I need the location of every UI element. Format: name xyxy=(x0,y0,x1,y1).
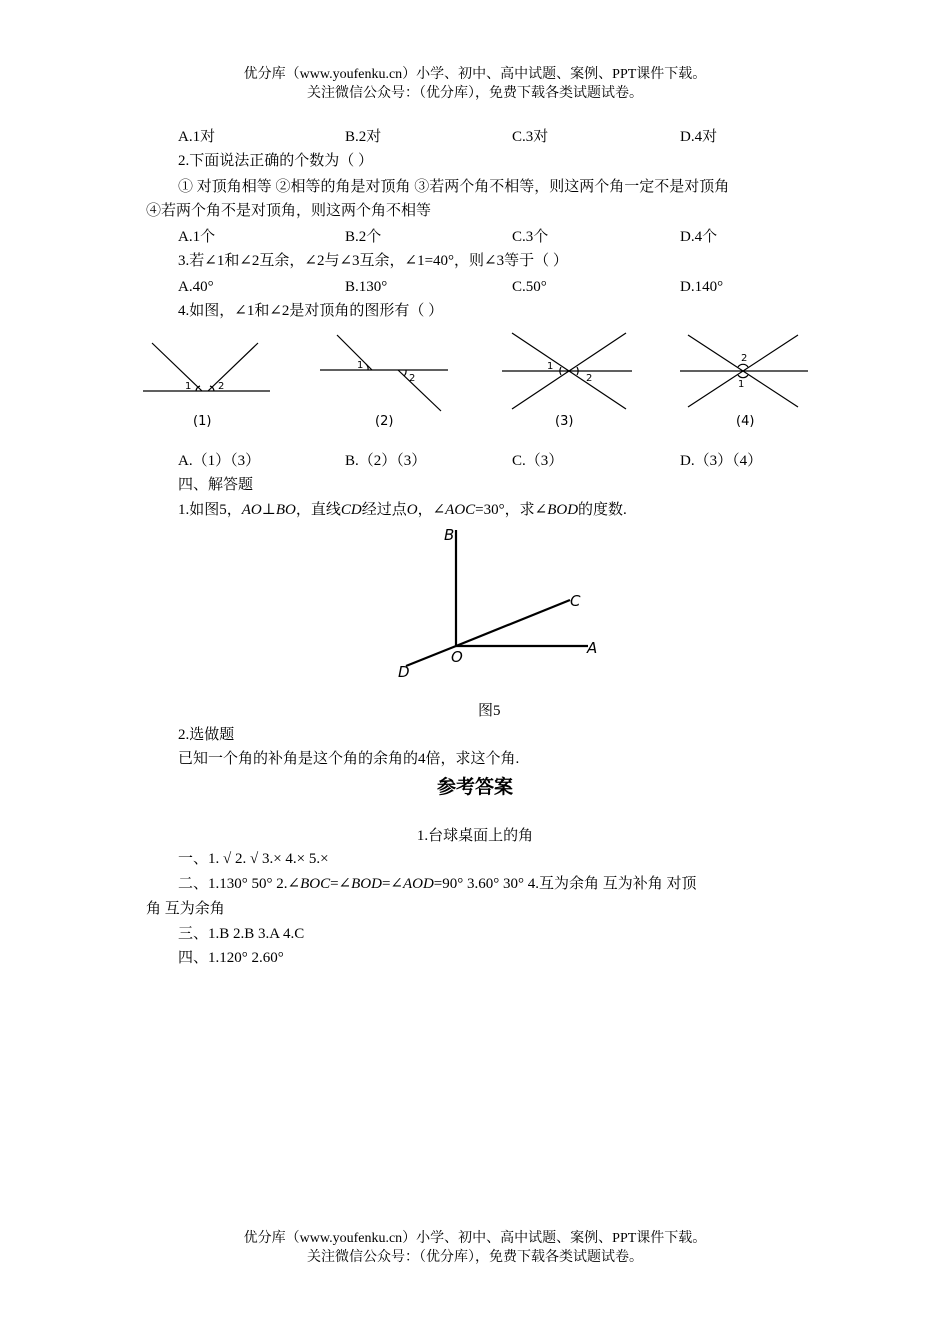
fig4-label-2: 2 xyxy=(741,353,748,364)
p1-o: O xyxy=(406,502,418,518)
q3-option-b: B.130° xyxy=(345,279,388,295)
p1-perp: ⊥ xyxy=(261,502,276,518)
q2-option-b: B.2个 xyxy=(345,229,382,245)
header-line-2: 关注微信公众号：（优分库），免费下载各类试题试卷。 xyxy=(307,86,643,101)
q1-option-a: A.1对 xyxy=(178,129,216,145)
q1-option-b: B.2对 xyxy=(345,129,382,145)
answers-line-3: 角 互为余角 xyxy=(146,901,225,917)
fig5-label-c: C xyxy=(570,592,581,610)
answers-eq2: =∠ xyxy=(381,876,403,892)
fig4-label-1: 1 xyxy=(738,379,745,390)
q2-option-c: C.3个 xyxy=(512,229,549,245)
answers-line-2 xyxy=(178,873,697,895)
fig5-ray-oc xyxy=(456,600,570,646)
problem-2-title: 2.选做题 xyxy=(178,727,235,743)
fig3-label-1: 1 xyxy=(547,361,554,372)
p1-ao: AO xyxy=(241,502,262,518)
fig4-arc-1 xyxy=(738,375,748,378)
fig5-ray-od xyxy=(406,646,456,666)
answers-subtitle: 1.台球桌面上的角 xyxy=(416,828,534,844)
fig2-arc-2 xyxy=(404,370,406,376)
fig5-label-b: B xyxy=(444,526,455,544)
p1-end: 的度数. xyxy=(578,502,627,518)
q3-option-d: D.140° xyxy=(680,279,724,295)
p1-aoc: AOC xyxy=(445,502,476,518)
answers-line-2-a: 二、1.130° 50° 2.∠ xyxy=(178,876,301,892)
fig1-ray-left xyxy=(152,343,202,391)
p1-mid2: 经过点 xyxy=(361,502,407,518)
answers-line-5: 四、1.120° 2.60° xyxy=(178,950,284,966)
q4-option-b: B.（2）（3） xyxy=(345,453,427,469)
q4-option-d: D.（3）（4） xyxy=(680,453,763,469)
q2-stem: 2.下面说法正确的个数为（ ） xyxy=(178,153,374,169)
q2-option-a: A.1个 xyxy=(178,229,216,245)
fig1-caption: (1) xyxy=(193,414,212,429)
answers-title: 参考答案 xyxy=(436,776,513,798)
fig1-ray-right xyxy=(208,343,258,391)
fig4-arc-2 xyxy=(738,364,748,367)
q4-figure-3 xyxy=(502,333,632,409)
q4-figure-2 xyxy=(320,335,448,411)
q2-statements-line-2: ④若两个角不是对顶角，则这两个角不相等 xyxy=(146,203,432,219)
q4-option-c: C.（3） xyxy=(512,453,564,469)
fig5-label-o: O xyxy=(451,648,463,666)
fig2-arc-1 xyxy=(366,364,368,370)
p1-bo: BO xyxy=(275,502,296,518)
fig3-label-2: 2 xyxy=(586,373,593,384)
p1-mid1: ，直线 xyxy=(295,502,341,518)
p1-cd: CD xyxy=(340,502,362,518)
header-line-1: 优分库（www.youfenku.cn）小学、初中、高中试题、案例、PPT课件下载。 xyxy=(243,67,707,82)
q4-figure-1 xyxy=(143,343,270,391)
section4-heading: 四、解答题 xyxy=(178,477,254,493)
fig5-label-d: D xyxy=(398,663,410,681)
fig4-caption: (4) xyxy=(736,414,755,429)
fig2-caption: (2) xyxy=(375,414,394,429)
q2-statements-line-1: ① 对顶角相等 ②相等的角是对顶角 ③若两个角不相等，则这两个角一定不是对顶角 xyxy=(178,179,730,195)
answers-line-1: 一、1. √ 2. √ 3.× 4.× 5.× xyxy=(178,851,329,867)
answers-eq1: =∠ xyxy=(330,876,352,892)
fig1-label-2: 2 xyxy=(218,381,225,392)
q4-stem: 4.如图，∠1和∠2是对顶角的图形有（ ） xyxy=(178,303,444,319)
q1-option-c: C.3对 xyxy=(512,129,549,145)
figure-5 xyxy=(380,522,620,692)
q1-option-d: D.4对 xyxy=(680,129,718,145)
q4-option-a: A.（1）（3） xyxy=(178,453,261,469)
fig2-label-1: 1 xyxy=(357,360,364,371)
q4-figure-4 xyxy=(680,335,808,407)
p1-prefix: 1.如图5， xyxy=(178,502,242,518)
q3-option-c: C.50° xyxy=(512,279,547,295)
fig2-label-2: 2 xyxy=(409,373,416,384)
section4-problem-1 xyxy=(178,499,627,521)
answers-line-4: 三、1.B 2.B 3.A 4.C xyxy=(178,926,305,942)
answers-aod: AOD xyxy=(402,876,434,892)
answers-line-2-rest: =90° 3.60° 30° 4.互为余角 互为补角 对顶 xyxy=(433,876,697,892)
p1-bod: BOD xyxy=(547,502,579,518)
p1-mid3: ，∠ xyxy=(417,502,446,518)
q4-figures xyxy=(0,325,950,435)
figure-5-caption: 图5 xyxy=(478,703,501,719)
q2-option-d: D.4个 xyxy=(680,229,718,245)
q3-stem: 3.若∠1和∠2互余，∠2与∠3互余，∠1=40°，则∠3等于（ ） xyxy=(178,253,568,269)
fig5-label-a: A xyxy=(587,639,598,657)
fig3-caption: (3) xyxy=(555,414,574,429)
answers-bod: BOD xyxy=(351,876,382,892)
problem-2-text: 已知一个角的补角是这个角的余角的4倍，求这个角. xyxy=(178,751,520,767)
p1-mid4: =30°，求∠ xyxy=(475,502,548,518)
fig1-label-1: 1 xyxy=(185,381,192,392)
answers-boc: BOC xyxy=(300,876,331,892)
footer-line-1: 优分库（www.youfenku.cn）小学、初中、高中试题、案例、PPT课件下载。 xyxy=(243,1231,707,1246)
q3-option-a: A.40° xyxy=(178,279,214,295)
footer-line-2: 关注微信公众号：（优分库），免费下载各类试题试卷。 xyxy=(307,1250,643,1265)
